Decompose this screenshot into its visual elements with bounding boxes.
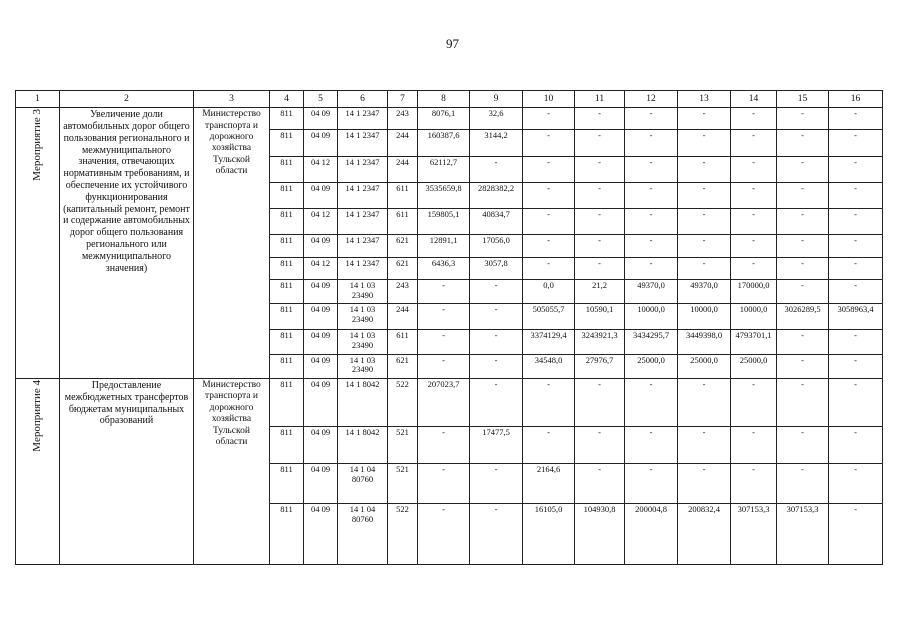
table-cell: 14 1 2347 xyxy=(338,257,388,279)
table-row xyxy=(16,108,883,130)
table-cell: - xyxy=(777,427,829,463)
table-cell: 14 1 8042 xyxy=(338,378,388,427)
table-cell: - xyxy=(575,427,625,463)
table-cell: 04 09 xyxy=(304,235,338,257)
table-cell: 04 09 xyxy=(304,130,338,156)
table-cell: 14 1 03 23490 xyxy=(338,304,388,330)
table-cell: 621 xyxy=(388,235,418,257)
ministry-name: Министерство транспорта и дорожного хозяйства Тульской области xyxy=(194,108,270,379)
table-cell: 811 xyxy=(270,378,304,427)
table-cell: - xyxy=(678,378,731,427)
table-cell: 207023,7 xyxy=(418,378,470,427)
table-cell: 14 1 04 80760 xyxy=(338,504,388,565)
table-cell: - xyxy=(731,463,777,503)
table-cell: 04 12 xyxy=(304,156,338,182)
table-cell: - xyxy=(575,378,625,427)
table-cell: 16105,0 xyxy=(523,504,575,565)
table-cell: - xyxy=(523,427,575,463)
table-cell: 10000,0 xyxy=(731,304,777,330)
table-cell: - xyxy=(523,235,575,257)
table-cell: - xyxy=(777,156,829,182)
table-cell: - xyxy=(777,130,829,156)
table-cell: - xyxy=(470,378,523,427)
table-cell: 14 1 8042 xyxy=(338,427,388,463)
table-cell: 811 xyxy=(270,463,304,503)
table-cell: 49370,0 xyxy=(625,279,678,303)
table-cell: 04 09 xyxy=(304,279,338,303)
header-cell: 15 xyxy=(777,91,829,108)
table-cell: - xyxy=(731,108,777,130)
table-cell: - xyxy=(523,209,575,235)
measure-label-cell xyxy=(16,108,60,379)
table-cell: 3058963,4 xyxy=(829,304,883,330)
table-cell: 14 1 03 23490 xyxy=(338,330,388,354)
table-cell: - xyxy=(731,257,777,279)
table-cell: - xyxy=(777,279,829,303)
table-cell: 34548,0 xyxy=(523,354,575,378)
table-cell: - xyxy=(731,427,777,463)
table-cell: 25000,0 xyxy=(678,354,731,378)
table-cell: 04 09 xyxy=(304,108,338,130)
table-cell: - xyxy=(777,463,829,503)
table-cell: 811 xyxy=(270,427,304,463)
measure-description: Предоставление межбюджетных трансфертов бюджетам муниципальных образований xyxy=(60,378,194,564)
table-cell: - xyxy=(470,354,523,378)
table-cell: 104930,8 xyxy=(575,504,625,565)
table-cell: 621 xyxy=(388,354,418,378)
table-cell: 3057,8 xyxy=(470,257,523,279)
table-cell: 21,2 xyxy=(575,279,625,303)
table-cell: - xyxy=(470,304,523,330)
header-cell: 13 xyxy=(678,91,731,108)
table-cell: - xyxy=(678,257,731,279)
table-cell: - xyxy=(731,378,777,427)
table-cell: 12891,1 xyxy=(418,235,470,257)
table-cell: 14 1 2347 xyxy=(338,156,388,182)
table-cell: - xyxy=(523,257,575,279)
table-cell: - xyxy=(777,354,829,378)
table-cell: 811 xyxy=(270,130,304,156)
table-cell: 811 xyxy=(270,108,304,130)
table-cell: - xyxy=(625,257,678,279)
table-cell: 62112,7 xyxy=(418,156,470,182)
table-cell: 3535659,8 xyxy=(418,182,470,208)
table-cell: 14 1 03 23490 xyxy=(338,279,388,303)
table-cell: 200832,4 xyxy=(678,504,731,565)
table-cell: 160387,6 xyxy=(418,130,470,156)
table-cell: 3449398,0 xyxy=(678,330,731,354)
table-cell: - xyxy=(418,304,470,330)
table-cell: 32,6 xyxy=(470,108,523,130)
table-cell: 04 09 xyxy=(304,354,338,378)
table-cell: 04 09 xyxy=(304,378,338,427)
table-cell: 244 xyxy=(388,156,418,182)
table-cell: 811 xyxy=(270,279,304,303)
header-cell: 3 xyxy=(194,91,270,108)
table-cell: - xyxy=(575,108,625,130)
table-cell: - xyxy=(777,330,829,354)
header-cell: 10 xyxy=(523,91,575,108)
table-cell: - xyxy=(777,257,829,279)
table-cell: - xyxy=(777,182,829,208)
table-cell: 17477,5 xyxy=(470,427,523,463)
table-cell: 3026289,5 xyxy=(777,304,829,330)
measure-description: Увеличение доли автомобильных дорог общего пользования регионального и межмуниципального значения, отвечающих нормативным требованиям, и обеспечение их устойчивого функционирования (капитальный ремонт, ремонт и содержание автомобильных дорог общего пользования регионального или межмуниципального значения) xyxy=(60,108,194,379)
table-cell: - xyxy=(418,279,470,303)
table-cell: 811 xyxy=(270,156,304,182)
table-cell: 04 12 xyxy=(304,257,338,279)
table-cell: - xyxy=(829,330,883,354)
table-cell: 10590,1 xyxy=(575,304,625,330)
table-cell: - xyxy=(523,108,575,130)
table-cell: - xyxy=(625,235,678,257)
table-cell: - xyxy=(678,463,731,503)
table-cell: 811 xyxy=(270,354,304,378)
table-cell: 14 1 2347 xyxy=(338,130,388,156)
header-cell: 4 xyxy=(270,91,304,108)
table-cell: - xyxy=(470,330,523,354)
table-cell: 3434295,7 xyxy=(625,330,678,354)
table-cell: 811 xyxy=(270,209,304,235)
table-cell: 811 xyxy=(270,330,304,354)
table-cell: - xyxy=(523,182,575,208)
header-cell: 6 xyxy=(338,91,388,108)
table-cell: - xyxy=(829,182,883,208)
table-cell: 611 xyxy=(388,330,418,354)
table-cell: - xyxy=(731,235,777,257)
table-cell: - xyxy=(829,108,883,130)
table-cell: 522 xyxy=(388,504,418,565)
table-cell: 621 xyxy=(388,257,418,279)
table-cell: 14 1 03 23490 xyxy=(338,354,388,378)
ministry-name: Министерство транспорта и дорожного хозяйства Тульской области xyxy=(194,378,270,564)
table-cell: - xyxy=(625,463,678,503)
table-cell: - xyxy=(575,463,625,503)
table-cell: 244 xyxy=(388,304,418,330)
table-cell: 611 xyxy=(388,182,418,208)
table-cell: 307153,3 xyxy=(731,504,777,565)
table-cell: - xyxy=(523,378,575,427)
table-cell: - xyxy=(470,279,523,303)
table-cell: 27976,7 xyxy=(575,354,625,378)
table-cell: 04 09 xyxy=(304,182,338,208)
measure-label: Мероприятие 4 xyxy=(31,379,44,452)
table-cell: - xyxy=(829,209,883,235)
table-cell: - xyxy=(470,156,523,182)
table-cell: 811 xyxy=(270,182,304,208)
table-cell: - xyxy=(625,182,678,208)
table-cell: - xyxy=(625,427,678,463)
table-cell: - xyxy=(777,378,829,427)
table-cell: 04 09 xyxy=(304,304,338,330)
table-cell: - xyxy=(575,209,625,235)
table-cell: 811 xyxy=(270,257,304,279)
table-cell: - xyxy=(625,108,678,130)
table-cell: 811 xyxy=(270,504,304,565)
table-cell: 04 09 xyxy=(304,463,338,503)
table-cell: 14 1 04 80760 xyxy=(338,463,388,503)
table-cell: - xyxy=(829,504,883,565)
table-cell: 17056,0 xyxy=(470,235,523,257)
table-cell: - xyxy=(678,156,731,182)
table-cell: 307153,3 xyxy=(777,504,829,565)
table-cell: 3243921,3 xyxy=(575,330,625,354)
header-cell: 7 xyxy=(388,91,418,108)
table-cell: 170000,0 xyxy=(731,279,777,303)
table-cell: - xyxy=(678,130,731,156)
table-cell: 10000,0 xyxy=(625,304,678,330)
table-cell: - xyxy=(731,156,777,182)
table-cell: - xyxy=(523,130,575,156)
table-cell: - xyxy=(418,330,470,354)
table-cell: 04 09 xyxy=(304,504,338,565)
table-cell: - xyxy=(418,463,470,503)
table-cell: - xyxy=(731,209,777,235)
table-cell: 10000,0 xyxy=(678,304,731,330)
table-cell: 243 xyxy=(388,279,418,303)
header-cell: 2 xyxy=(60,91,194,108)
table-cell: - xyxy=(678,209,731,235)
table-row xyxy=(16,378,883,427)
header-row xyxy=(16,91,883,108)
table-cell: - xyxy=(731,182,777,208)
table-cell: - xyxy=(575,257,625,279)
table-cell: - xyxy=(678,235,731,257)
measure-label: Мероприятие 3 xyxy=(31,109,44,181)
table-cell: - xyxy=(829,257,883,279)
table-cell: 6436,3 xyxy=(418,257,470,279)
table-cell: 243 xyxy=(388,108,418,130)
table-cell: - xyxy=(470,504,523,565)
table-cell: - xyxy=(523,156,575,182)
table-cell: - xyxy=(625,378,678,427)
table-cell: - xyxy=(575,182,625,208)
table-cell: 159805,1 xyxy=(418,209,470,235)
table-cell: - xyxy=(829,354,883,378)
header-cell: 16 xyxy=(829,91,883,108)
table-cell: - xyxy=(418,354,470,378)
table-cell: 611 xyxy=(388,209,418,235)
table-cell: 811 xyxy=(270,235,304,257)
table-cell: 2828382,2 xyxy=(470,182,523,208)
header-cell: 14 xyxy=(731,91,777,108)
table-cell: 14 1 2347 xyxy=(338,235,388,257)
table-cell: 8076,1 xyxy=(418,108,470,130)
table-cell: - xyxy=(678,108,731,130)
table-cell: - xyxy=(625,130,678,156)
table-cell: 04 09 xyxy=(304,427,338,463)
page-number: 97 xyxy=(446,36,459,51)
table-cell: 25000,0 xyxy=(731,354,777,378)
header-cell: 1 xyxy=(16,91,60,108)
table-cell: - xyxy=(575,156,625,182)
table-cell: 3144,2 xyxy=(470,130,523,156)
table-cell: - xyxy=(625,156,678,182)
table-cell: 49370,0 xyxy=(678,279,731,303)
table-cell: - xyxy=(625,209,678,235)
table-cell: - xyxy=(678,182,731,208)
table-cell: - xyxy=(777,209,829,235)
table-cell: - xyxy=(829,279,883,303)
table-cell: 14 1 2347 xyxy=(338,182,388,208)
table-cell: 04 12 xyxy=(304,209,338,235)
table-cell: - xyxy=(829,156,883,182)
table-cell: 14 1 2347 xyxy=(338,108,388,130)
table-cell: 25000,0 xyxy=(625,354,678,378)
header-cell: 9 xyxy=(470,91,523,108)
header-cell: 8 xyxy=(418,91,470,108)
table-cell: 2164,6 xyxy=(523,463,575,503)
table-cell: 505055,7 xyxy=(523,304,575,330)
table-cell: 3374129,4 xyxy=(523,330,575,354)
table-cell: 521 xyxy=(388,427,418,463)
table-cell: 0,0 xyxy=(523,279,575,303)
table-cell: - xyxy=(777,108,829,130)
header-cell: 12 xyxy=(625,91,678,108)
table-cell: 811 xyxy=(270,304,304,330)
table-cell: - xyxy=(829,235,883,257)
table-cell: - xyxy=(418,504,470,565)
header-cell: 5 xyxy=(304,91,338,108)
table-cell: - xyxy=(470,463,523,503)
table-cell: - xyxy=(678,427,731,463)
header-cell: 11 xyxy=(575,91,625,108)
table-cell: - xyxy=(575,130,625,156)
table-cell: - xyxy=(418,427,470,463)
table-cell: 200004,8 xyxy=(625,504,678,565)
table-cell: 522 xyxy=(388,378,418,427)
table-cell: - xyxy=(829,378,883,427)
measure-label-cell xyxy=(16,378,60,564)
table-cell: 40834,7 xyxy=(470,209,523,235)
table-cell: 14 1 2347 xyxy=(338,209,388,235)
table-cell: 4793701,1 xyxy=(731,330,777,354)
table-cell: 521 xyxy=(388,463,418,503)
table-cell: - xyxy=(777,235,829,257)
table-cell: - xyxy=(575,235,625,257)
table-cell: - xyxy=(731,130,777,156)
table-cell: - xyxy=(829,130,883,156)
table-cell: 244 xyxy=(388,130,418,156)
table-cell: - xyxy=(829,427,883,463)
table-cell: 04 09 xyxy=(304,330,338,354)
table-cell: - xyxy=(829,463,883,503)
budget-table xyxy=(15,90,883,565)
